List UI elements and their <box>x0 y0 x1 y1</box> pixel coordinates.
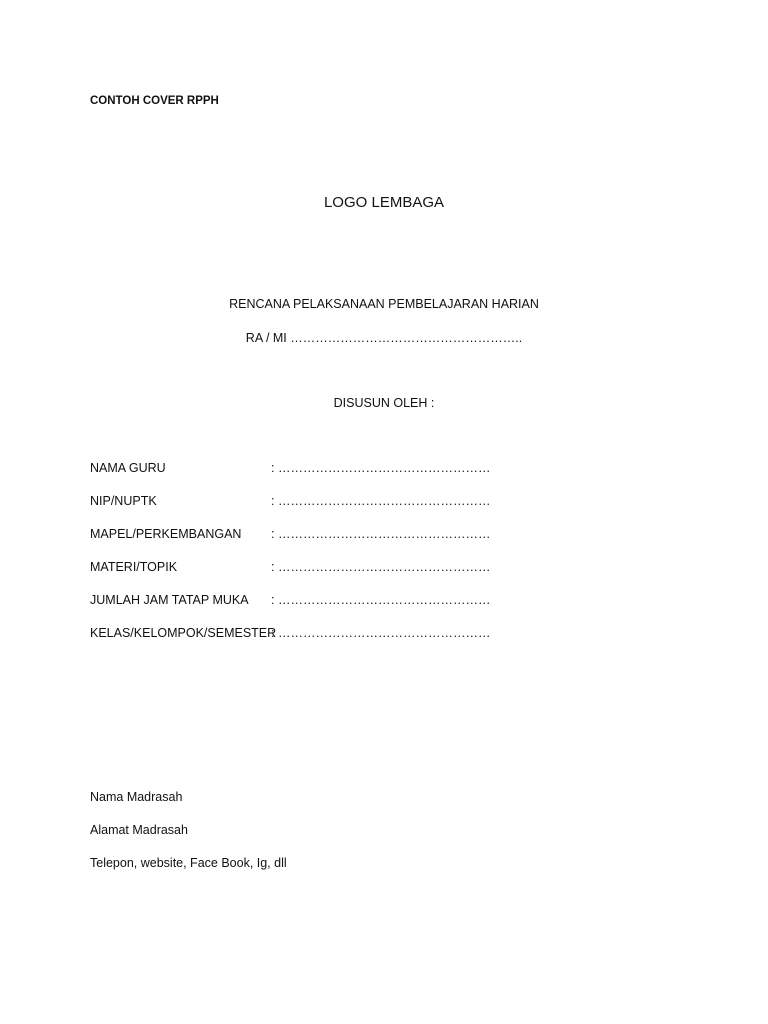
field-label: KELAS/KELOMPOK/SEMESTER <box>90 626 277 640</box>
field-row-mapel <box>90 527 510 560</box>
logo-placeholder: LOGO LEMBAGA <box>323 194 445 211</box>
school-info <box>90 790 287 889</box>
school-address: Alamat Madrasah <box>90 823 188 837</box>
field-label: MAPEL/PERKEMBANGAN <box>90 527 242 541</box>
field-label: MATERI/TOPIK <box>90 560 178 574</box>
document-subtitle: RA / MI ……………………………………………….. <box>245 331 523 345</box>
field-label: JUMLAH JAM TATAP MUKA <box>90 593 249 607</box>
field-row-jumlah-jam <box>90 593 510 626</box>
field-row-materi <box>90 560 510 593</box>
school-contact: Telepon, website, Face Book, Ig, dll <box>90 856 287 870</box>
field-value: : …………………………………………… <box>271 527 491 541</box>
school-name: Nama Madrasah <box>90 790 183 804</box>
author-heading: DISUSUN OLEH : <box>333 396 435 410</box>
identity-fields <box>90 461 510 659</box>
document-heading: CONTOH COVER RPPH <box>90 95 219 107</box>
field-value: : …………………………………………… <box>271 593 491 607</box>
field-row-nip <box>90 494 510 527</box>
field-value: : …………………………………………… <box>271 626 491 640</box>
field-row-nama-guru <box>90 461 510 494</box>
field-value: : …………………………………………… <box>271 494 491 508</box>
field-value: : …………………………………………… <box>271 560 491 574</box>
field-row-kelas <box>90 626 510 659</box>
field-value: : …………………………………………… <box>271 461 491 475</box>
field-label: NIP/NUPTK <box>90 494 157 508</box>
document-title: RENCANA PELAKSANAAN PEMBELAJARAN HARIAN <box>229 297 539 311</box>
field-label: NAMA GURU <box>90 461 166 475</box>
